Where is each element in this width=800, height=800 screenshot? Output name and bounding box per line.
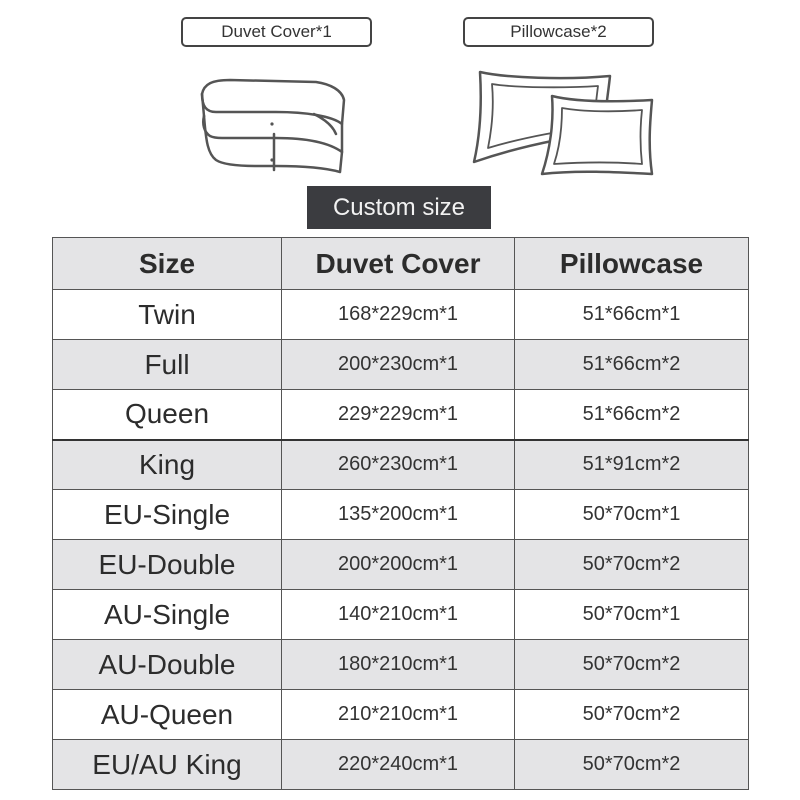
duvet-size: 220*240cm*1: [282, 740, 515, 790]
pillow-size: 51*66cm*2: [515, 390, 749, 440]
table-row: [53, 640, 749, 690]
header-size: Size: [53, 238, 282, 290]
pillow-size: 51*91cm*2: [515, 440, 749, 490]
size-name: AU-Double: [53, 640, 282, 690]
duvet-size: 168*229cm*1: [282, 290, 515, 340]
folded-duvet-icon: [196, 72, 348, 176]
duvet-size: 229*229cm*1: [282, 390, 515, 440]
header-pillowcase: Pillowcase: [515, 238, 749, 290]
duvet-size: 200*230cm*1: [282, 340, 515, 390]
pillow-size: 51*66cm*2: [515, 340, 749, 390]
table-row: [53, 390, 749, 440]
pillow-size: 50*70cm*1: [515, 590, 749, 640]
size-name: AU-Single: [53, 590, 282, 640]
duvet-cover-label: Duvet Cover*1: [181, 17, 372, 47]
duvet-size: 140*210cm*1: [282, 590, 515, 640]
size-name: AU-Queen: [53, 690, 282, 740]
duvet-size: 210*210cm*1: [282, 690, 515, 740]
table-row: [53, 540, 749, 590]
size-name: EU/AU King: [53, 740, 282, 790]
duvet-size: 260*230cm*1: [282, 440, 515, 490]
pillow-size: 50*70cm*2: [515, 690, 749, 740]
table-row: [53, 290, 749, 340]
size-name: EU-Double: [53, 540, 282, 590]
table-row: [53, 690, 749, 740]
table-row: [53, 740, 749, 790]
size-name: EU-Single: [53, 490, 282, 540]
pillow-size: 51*66cm*1: [515, 290, 749, 340]
table-row: [53, 440, 749, 490]
pillow-size: 50*70cm*2: [515, 640, 749, 690]
custom-size-badge: Custom size: [307, 186, 491, 229]
size-name: Queen: [53, 390, 282, 440]
pillowcases-icon: [466, 66, 658, 182]
header-duvet-cover: Duvet Cover: [282, 238, 515, 290]
table-header-row: [53, 238, 749, 290]
duvet-size: 135*200cm*1: [282, 490, 515, 540]
pillowcase-label: Pillowcase*2: [463, 17, 654, 47]
size-table: [52, 237, 749, 790]
pillow-size: 50*70cm*2: [515, 540, 749, 590]
size-name: King: [53, 440, 282, 490]
table-row: [53, 490, 749, 540]
size-name: Twin: [53, 290, 282, 340]
table-row: [53, 590, 749, 640]
size-name: Full: [53, 340, 282, 390]
pillow-size: 50*70cm*2: [515, 740, 749, 790]
table-row: [53, 340, 749, 390]
duvet-size: 200*200cm*1: [282, 540, 515, 590]
pillow-size: 50*70cm*1: [515, 490, 749, 540]
duvet-size: 180*210cm*1: [282, 640, 515, 690]
